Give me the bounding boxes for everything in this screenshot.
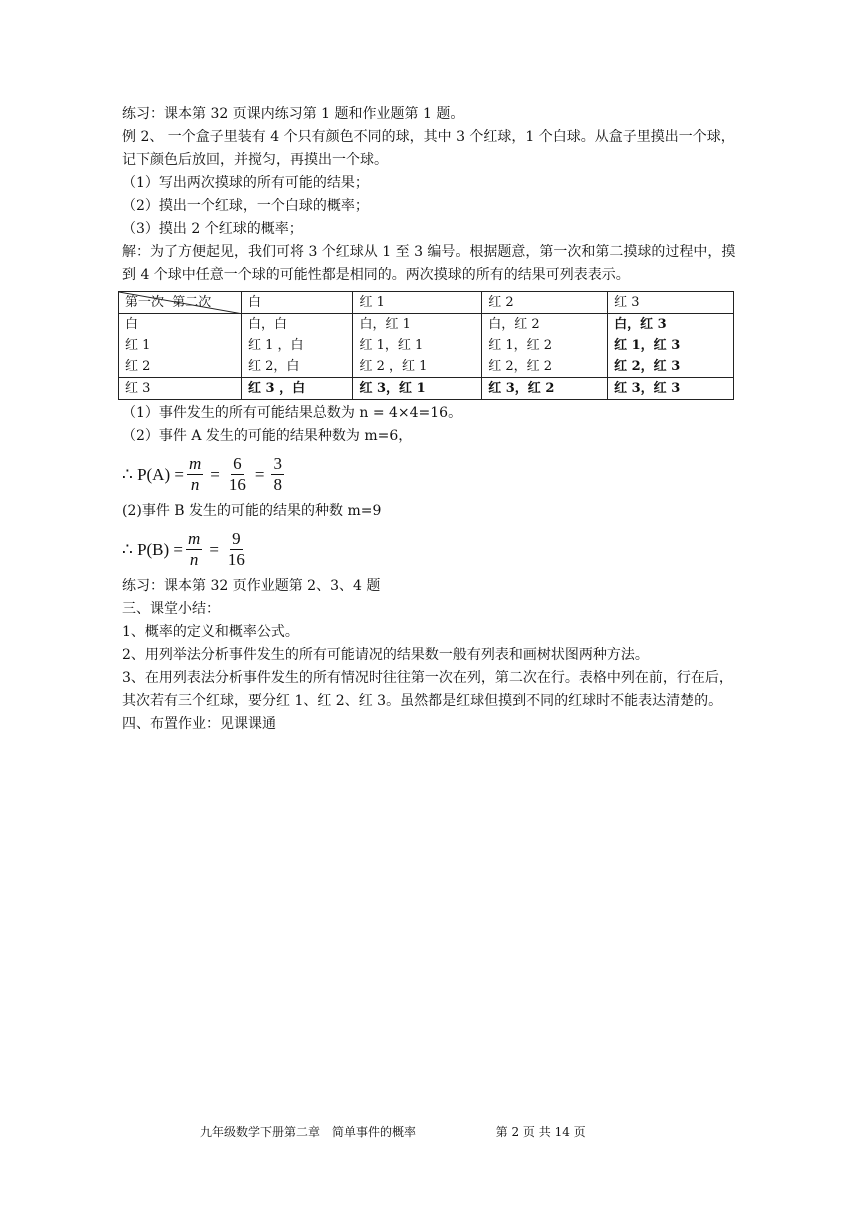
denominator: 16 [228,474,246,494]
result-event-b: (2)事件 B 发生的可能的结果的种数 m=9 [122,503,382,519]
cell-value: 红 1，红 3 [614,338,681,353]
header-first-label: 第一次 [125,295,165,310]
fraction [271,454,284,495]
exercise-line: 练习：课本第 32 页作业题第 2、3、4 题 [122,578,381,594]
summary-item: 2、用列举法分析事件发生的所有可能请况的结果数一般有列表和画树状图两种方法。 [122,647,649,663]
cell-value: 白，白 [248,317,288,332]
cell-value: 红 3 ，白 [242,378,353,400]
table-cell [353,314,482,378]
question-1: （1）写出两次摸球的所有可能的结果； [122,175,369,191]
result-event-a: （2）事件 A 发生的可能的结果种数为 m=6， [122,428,413,444]
fraction [186,529,202,570]
numerator: 3 [273,453,282,473]
cell-value: 红 1 ，白 [248,338,304,353]
cell-value: 红 2，红 2 [488,359,553,374]
numerator: m [188,453,202,473]
numerator: m [188,528,201,548]
fraction [226,529,247,570]
denominator: 16 [227,549,245,569]
footer-page-number: 第 2 页 共 14 页 [495,1125,586,1139]
cell-value: 白，红 1 [359,317,411,332]
cell-value: 红 3，红 1 [353,378,482,400]
col-header: 红 2 [482,292,608,314]
probability-formula-b [122,525,742,573]
table-row [119,378,734,400]
probability-formula-a [122,450,742,498]
diagonal-header-cell [119,292,242,314]
question-3: （3）摸出 2 个红球的概率； [122,221,303,237]
text-line: 练习：课本第 32 页课内练习第 1 题和作业题第 1 题。 [122,106,465,122]
result-total: （1）事件发生的所有可能结果总数为 n = 4×4=16。 [122,405,463,421]
summary-item: 1、概率的定义和概率公式。 [122,624,299,640]
page-content [122,103,742,736]
equals-sign: = [209,539,219,559]
section-heading: 四、布置作业：见课课通 [122,716,276,732]
numerator: 6 [233,453,242,473]
question-2: （2）摸出一个红球，一个白球的概率； [122,198,369,214]
diagonal-line [119,292,243,314]
table-cell [608,314,734,378]
page-footer [200,1123,586,1140]
header-second-label: 第二次 [172,295,212,310]
solution-paragraph: 解：为了方便起见，我们可将 3 个红球从 1 至 3 编号。根据题意，第一次和第二摸球的过程中，摸到 4 个球中任意一个球的可能性都是相同的。两次摸球的所有的结果可列表表示。 [122,244,736,283]
cell-value: 红 2，白 [248,359,300,374]
fraction [187,454,203,495]
fraction [227,454,248,495]
table-cell [242,314,353,378]
cell-value: 白，红 3 [614,317,667,332]
denominator: 8 [273,474,282,494]
cell-value: 红 2，红 3 [614,359,681,374]
text-paragraph: 例 2、 一个盒子里装有 4 个只有颜色不同的球，其中 3 个红球，1 个白球。从盒子里摸出一个球，记下颜色后放回，并搅匀，再摸出一个球。 [122,129,735,168]
cell-value: 红 1，红 2 [488,338,553,353]
col-header: 红 3 [608,292,734,314]
row-label: 红 1 [125,338,151,353]
outcome-table [118,291,734,400]
cell-value: 红 3，红 2 [482,378,608,400]
col-header: 白 [242,292,353,314]
table-header-row [119,292,734,314]
cell-value: 白，红 2 [488,317,540,332]
section-heading: 三、课堂小结： [122,601,220,617]
equals-sign: = [210,464,220,484]
table-cell [482,314,608,378]
row-labels-cell [119,314,242,378]
col-header: 红 1 [353,292,482,314]
cell-value: 红 1，红 1 [359,338,424,353]
denominator: n [189,549,199,569]
formula-lhs: ∴ P(A) = [122,464,184,484]
formula-lhs: ∴ P(B) = [122,539,184,559]
equals-sign: = [254,464,265,484]
cell-value: 红 2 ，红 1 [359,359,428,374]
numerator: 9 [232,528,241,548]
cell-value: 红 3，红 3 [608,378,734,400]
row-label: 红 3 [119,378,242,400]
row-label: 红 2 [125,359,151,374]
denominator: n [190,474,200,494]
summary-item: 3、在用列表法分析事件发生的所有情况时往往第一次在列，第二次在行。表格中列在前，行在后，其次若有三个红球，要分红 1、红 2、红 3。虽然都是红球但摸到不同的红球时不能表达清楚的。 [122,670,733,709]
footer-title: 九年级数学下册第二章 简单事件的概率 [200,1125,417,1139]
row-label: 白 [125,317,139,332]
table-row [119,314,734,378]
